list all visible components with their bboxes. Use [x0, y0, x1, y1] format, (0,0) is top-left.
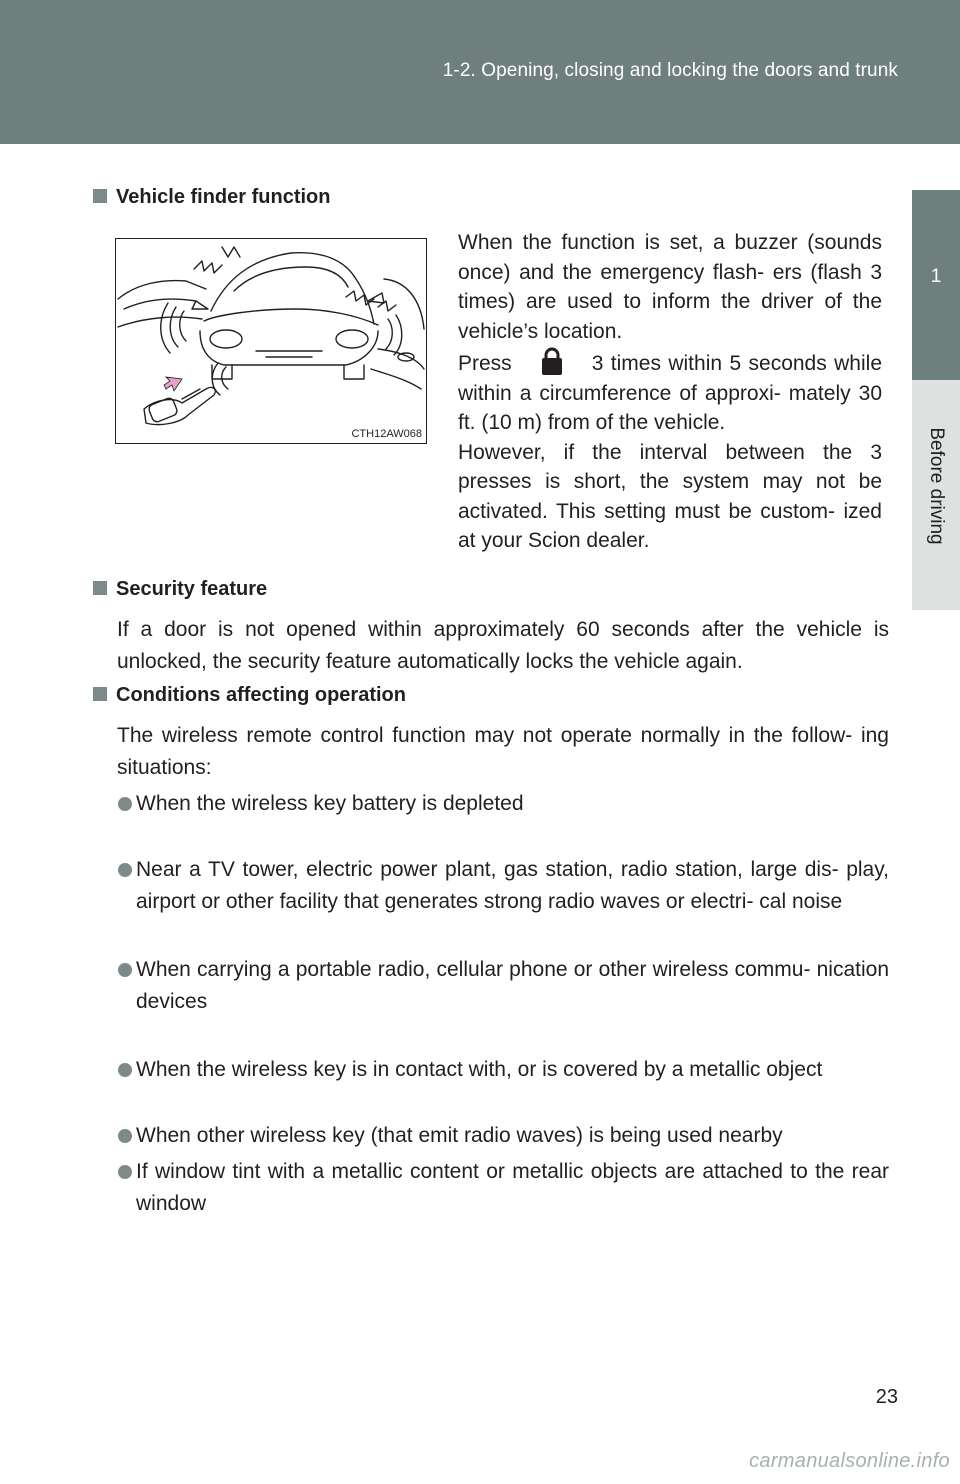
heading-text: Conditions affecting operation [116, 684, 406, 706]
condition-bullet [117, 788, 889, 820]
finder-paragraph-2 [458, 346, 882, 438]
bullet-dot [118, 797, 132, 811]
press-instruction: 3 times within 5 seconds while within a circumference of approxi- mately 30 ft. (10 m) from of the vehicle. [458, 352, 882, 434]
bullet-text: If window tint with a metallic content or metallic objects are attached to the rear window [136, 1160, 889, 1215]
vehicle-finder-illustration [115, 238, 427, 444]
heading-vehicle-finder [93, 186, 330, 209]
lock-button-icon [540, 346, 564, 376]
security-feature-text: If a door is not opened within approximately 60 seconds after the vehicle is unlocked, the security feature automatically locks the vehicle again. [117, 618, 889, 673]
heading-conditions [93, 684, 406, 707]
figure-code: CTH12AW068 [351, 428, 422, 440]
chapter-number: 1 [930, 266, 942, 287]
bullet-text: When the wireless key battery is depleted [136, 792, 524, 815]
car-and-key-drawing [116, 239, 425, 442]
bullet-dot [118, 1063, 132, 1077]
conditions-intro: The wireless remote control function may not operate normally in the follow- ing situations: [117, 724, 889, 779]
condition-bullet [117, 1120, 889, 1152]
press-text: Press [458, 352, 512, 375]
vehicle-finder-description [458, 228, 882, 556]
condition-bullet [117, 1054, 889, 1086]
section-title: 1-2. Opening, closing and locking the doors and trunk [442, 60, 898, 81]
heading-marker [93, 189, 107, 203]
heading-marker [93, 581, 107, 595]
heading-security-feature [93, 578, 267, 601]
bullet-text: When other wireless key (that emit radio waves) is being used nearby [136, 1124, 783, 1147]
bullet-text: When the wireless key is in contact with, or is covered by a metallic object [136, 1058, 823, 1081]
heading-text: Security feature [116, 578, 268, 600]
heading-marker [93, 687, 107, 701]
finder-paragraph-3: However, if the interval between the 3 presses is short, the system may not be activated. This setting must be custom- ized at your Scion dealer. [458, 440, 882, 552]
condition-bullet [117, 1156, 889, 1220]
condition-bullet [117, 854, 889, 918]
heading-text: Vehicle finder function [116, 186, 331, 208]
bullet-dot [118, 863, 132, 877]
bullet-dot [118, 1129, 132, 1143]
bullet-dot [118, 963, 132, 977]
chapter-label: Before driving [926, 427, 947, 545]
finder-paragraph-1: When the function is set, a buzzer (sounds once) and the emergency flash- ers (flash 3 times) are used to inform the driver of the vehicle’s location. [458, 231, 882, 343]
bullet-dot [118, 1165, 132, 1179]
bullet-text: Near a TV tower, electric power plant, gas station, radio station, large dis- play, airport or other facility that generates strong radio waves or electri- cal noise [136, 858, 889, 913]
watermark: carmanualsonline.info [749, 1450, 950, 1472]
bullet-text: When carrying a portable radio, cellular phone or other wireless commu- nication devices [136, 958, 889, 1013]
condition-bullet [117, 954, 889, 1018]
page-number: 23 [875, 1386, 898, 1408]
